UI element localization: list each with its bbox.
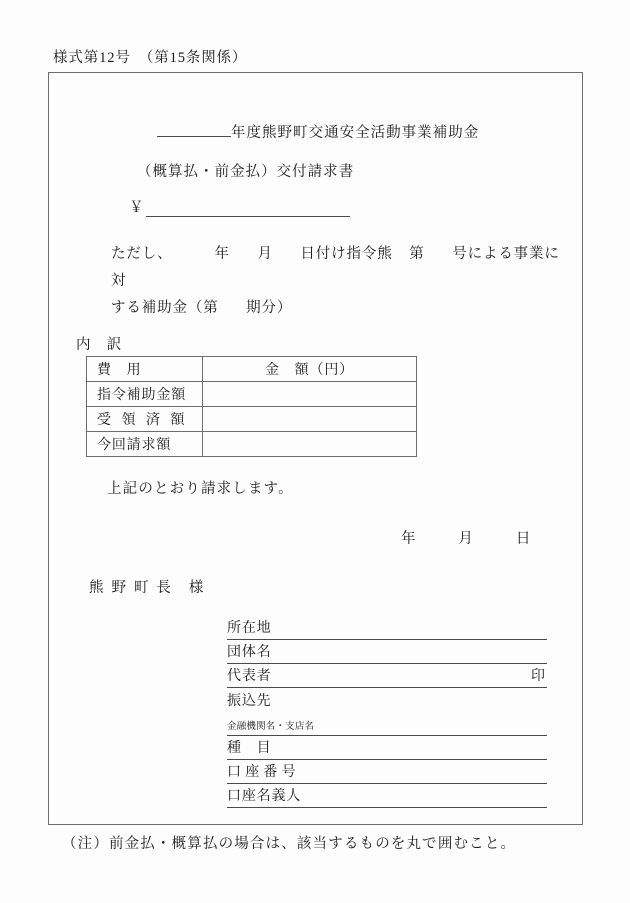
form-number-header: 様式第12号 （第15条関係） [53,50,248,66]
table-cell-fee-subsidy-order: 指令補助金額 [87,382,203,407]
document-title-main-text: 年度熊野町交通安全活動事業補助金 [231,125,480,141]
field-label-organization-name: 団体名 [227,645,272,660]
proviso-order-text: 日付け指令熊 [300,246,393,262]
applicant-details-block [227,616,547,808]
date-day-label: 日 [515,531,532,547]
field-label-account-type: 種 目 [227,741,272,756]
table-row [87,432,417,457]
table-cell-fee-current-claim: 今回請求額 [87,432,203,457]
form-border-box [48,72,583,825]
proviso-paragraph [111,241,571,321]
table-header-row [87,357,417,382]
field-row-account-holder[interactable] [227,784,547,808]
seal-stamp-icon: 印 [531,669,545,684]
proviso-month: 月 [257,246,273,262]
yen-symbol: ￥ [129,200,145,216]
proviso-number-suffix: 号による事業に対 [111,246,560,289]
table-cell-fee-received [87,407,203,432]
breakdown-table [86,356,417,457]
field-row-organization-name[interactable] [227,640,547,664]
field-label-transfer-destination: 振込先 [227,694,272,709]
field-label-account-number: 口座番号 [227,765,300,780]
proviso-year: 年 [214,246,230,262]
proviso-line2-b: 期分） [246,299,293,316]
table-header-amount: 金 額（円） [203,357,417,382]
date-month-label: 月 [458,531,474,547]
addressee-line [89,576,203,597]
table-row [87,382,417,407]
proviso-line2-a: する補助金（第 [111,299,219,316]
fiscal-year-blank[interactable] [157,122,231,137]
table-cell-amount-current-claim[interactable] [203,432,417,457]
amount-input-blank[interactable] [146,201,350,217]
date-year-label: 年 [401,531,417,547]
signature-date-line [401,527,531,548]
table-row [87,407,417,432]
table-cell-amount-subsidy-order[interactable] [203,382,417,407]
field-row-transfer-destination [227,688,547,712]
table-cell-amount-received[interactable] [203,407,417,432]
document-title-sub: （概算払・前金払）交付請求書 [137,164,355,180]
proviso-lead: ただし、 [111,246,173,262]
table-cell-fee-received-text: 受領済額 [97,413,195,428]
table-header-fee: 費 用 [87,357,203,382]
field-label-account-holder: 口座名義人 [227,789,302,804]
field-label-address: 所在地 [227,621,272,636]
proviso-number-prefix: 第 [409,246,425,262]
field-row-account-type[interactable] [227,736,547,760]
field-label-representative: 代表者 [227,669,272,684]
footer-note: （注）前金払・概算払の場合は、該当するものを丸で囲むこと。 [62,836,517,852]
field-row-account-number[interactable] [227,760,547,784]
amount-row [129,196,350,217]
field-label-bank-branch: 金融機関名・支店名 [227,722,315,732]
claim-statement: 上記のとおり請求します。 [107,481,294,497]
field-row-bank-branch[interactable] [227,712,547,736]
field-row-address[interactable] [227,616,547,640]
document-title-main [157,121,479,142]
addressee-honorific: 様 [188,580,204,596]
field-row-representative[interactable] [227,664,547,688]
addressee-name: 熊野町長 [89,580,179,596]
breakdown-label: 内 訳 [76,337,123,353]
